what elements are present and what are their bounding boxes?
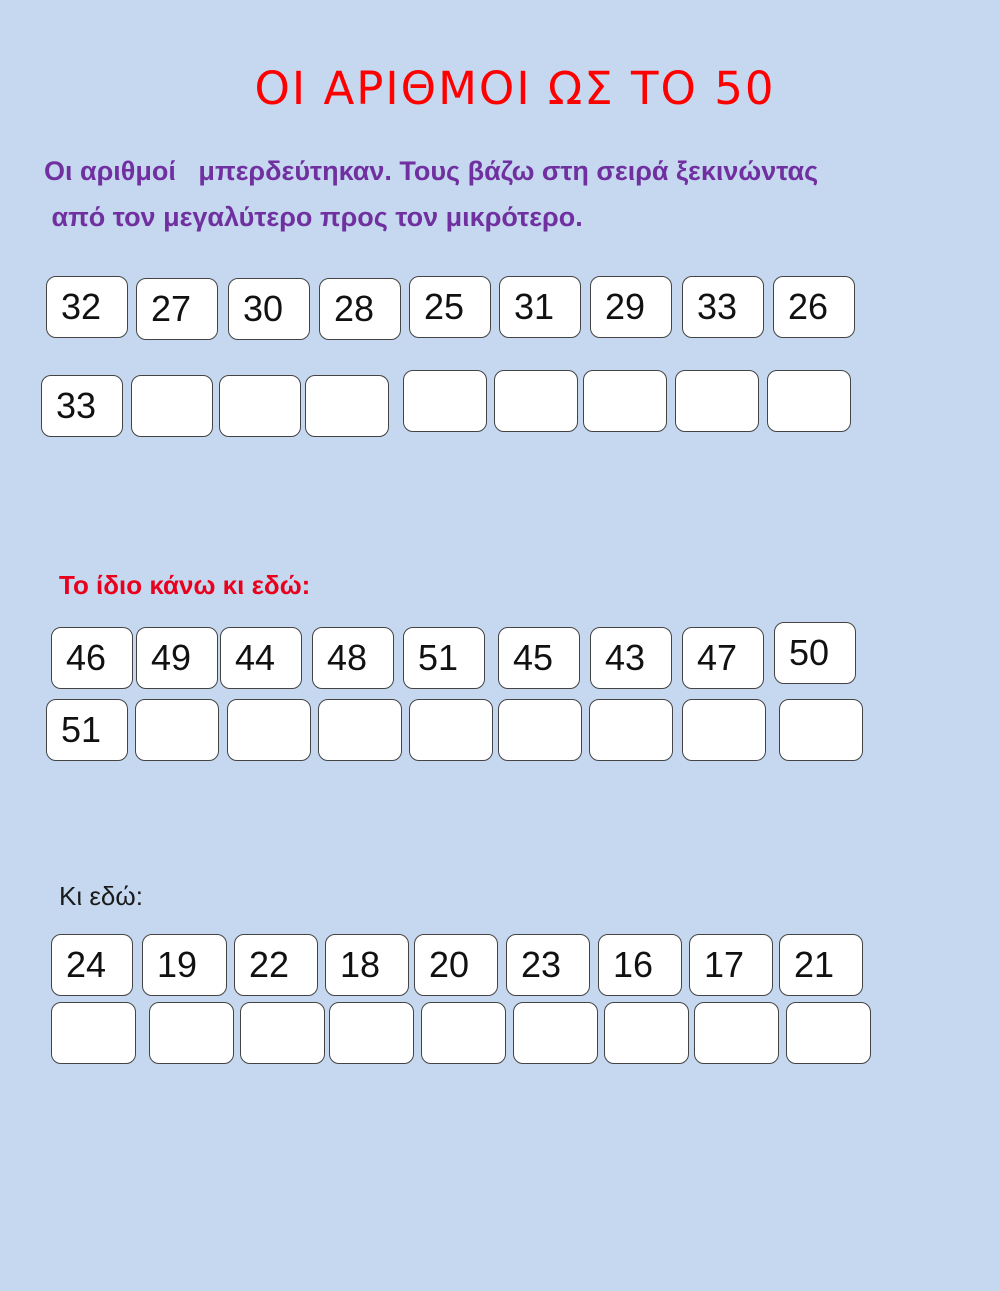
- answer-box[interactable]: [589, 699, 673, 761]
- answer-box[interactable]: [513, 1002, 598, 1064]
- answer-box[interactable]: [131, 375, 213, 437]
- answer-box[interactable]: [583, 370, 667, 432]
- number-tile[interactable]: 25: [409, 276, 491, 338]
- number-tile[interactable]: 29: [590, 276, 672, 338]
- answer-box[interactable]: [219, 375, 301, 437]
- answer-box[interactable]: [786, 1002, 871, 1064]
- number-tile[interactable]: 22: [234, 934, 318, 996]
- number-tile[interactable]: 33: [682, 276, 764, 338]
- answer-box[interactable]: 51: [46, 699, 128, 761]
- answer-box[interactable]: [694, 1002, 779, 1064]
- answer-box[interactable]: [403, 370, 487, 432]
- answer-box[interactable]: [604, 1002, 689, 1064]
- answer-box[interactable]: [494, 370, 578, 432]
- number-tile[interactable]: 21: [779, 934, 863, 996]
- answer-box[interactable]: [51, 1002, 136, 1064]
- number-tile[interactable]: 16: [598, 934, 682, 996]
- number-tile[interactable]: 45: [498, 627, 580, 689]
- section3-label: Κι εδώ:: [59, 881, 143, 911]
- answer-box[interactable]: [135, 699, 219, 761]
- number-tile[interactable]: 32: [46, 276, 128, 338]
- number-tile[interactable]: 27: [136, 278, 218, 340]
- number-tile[interactable]: 26: [773, 276, 855, 338]
- number-tile[interactable]: 18: [325, 934, 409, 996]
- answer-box[interactable]: [682, 699, 766, 761]
- answer-box[interactable]: 33: [41, 375, 123, 437]
- answer-box[interactable]: [149, 1002, 234, 1064]
- number-tile[interactable]: 28: [319, 278, 401, 340]
- section2-label: Το ίδιο κάνω κι εδώ:: [59, 570, 311, 600]
- number-tile[interactable]: 19: [142, 934, 227, 996]
- answer-box[interactable]: [305, 375, 389, 437]
- answer-box[interactable]: [779, 699, 863, 761]
- answer-box[interactable]: [409, 699, 493, 761]
- number-tile[interactable]: 30: [228, 278, 310, 340]
- instructions-line-1: Οι αριθμοί μπερδεύτηκαν. Τους βάζω στη σειρά ξεκινώντας: [44, 156, 819, 186]
- number-tile[interactable]: 44: [220, 627, 302, 689]
- page-title: ΟΙ ΑΡΙΘΜΟΙ ΩΣ ΤΟ 50: [254, 62, 776, 115]
- number-tile[interactable]: 47: [682, 627, 764, 689]
- instructions-line-2: από τον μεγαλύτερο προς τον μικρότερο.: [44, 202, 583, 232]
- answer-box[interactable]: [675, 370, 759, 432]
- number-tile[interactable]: 17: [689, 934, 773, 996]
- answer-box[interactable]: [318, 699, 402, 761]
- instructions: [44, 148, 818, 240]
- answer-box[interactable]: [227, 699, 311, 761]
- number-tile[interactable]: 24: [51, 934, 133, 996]
- number-tile[interactable]: 48: [312, 627, 394, 689]
- answer-box[interactable]: [767, 370, 851, 432]
- answer-box[interactable]: [421, 1002, 506, 1064]
- answer-box[interactable]: [329, 1002, 414, 1064]
- answer-box[interactable]: [240, 1002, 325, 1064]
- number-tile[interactable]: 23: [506, 934, 590, 996]
- answer-box[interactable]: [498, 699, 582, 761]
- number-tile[interactable]: 51: [403, 627, 485, 689]
- number-tile[interactable]: 31: [499, 276, 581, 338]
- number-tile[interactable]: 50: [774, 622, 856, 684]
- number-tile[interactable]: 49: [136, 627, 218, 689]
- number-tile[interactable]: 43: [590, 627, 672, 689]
- number-tile[interactable]: 46: [51, 627, 133, 689]
- number-tile[interactable]: 20: [414, 934, 498, 996]
